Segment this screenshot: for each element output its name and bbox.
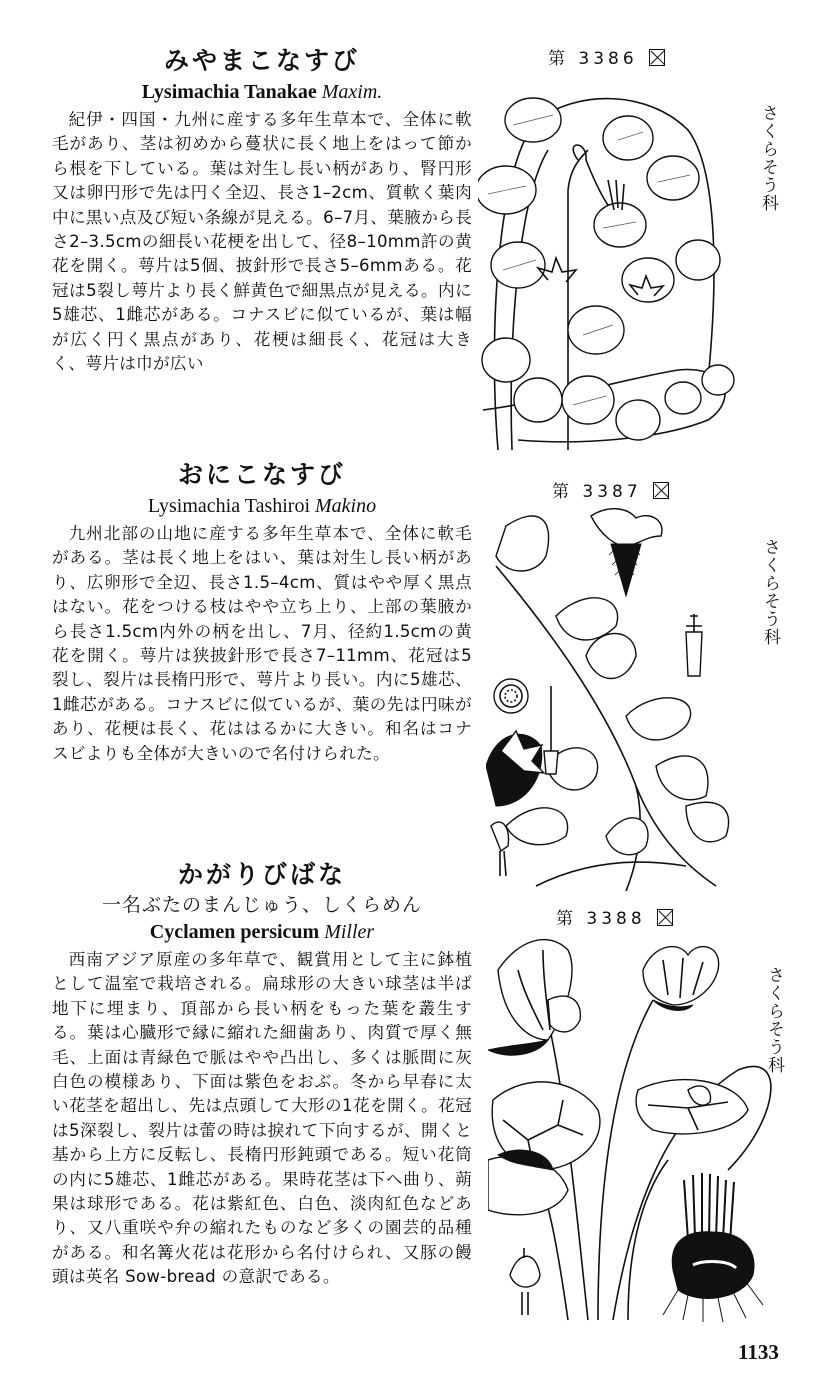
scientific-name — [52, 492, 472, 520]
figure-suffix-icon — [657, 909, 673, 926]
entry-description: 紀伊・四国・九州に産する多年生草本で、全体に軟毛があり、茎は初めから蔓状に長く地上をはって節から根を下している。葉は対生し長い柄があり、腎円形又は卵円形で先は円く全辺、長さ1–2cm、質軟く葉肉中に黒い点及び短い条線が見える。6–7月、葉腋から長さ2–3.5cmの細長い花梗を出して、径8–10mm許の黄花を開く。萼片は5個、披針形で長さ5–6mmある。花冠は5裂し萼片より長く鮮黄色で細黒点が見える。内に5雄芯、1雌芯がある。コナスビに似ているが、葉は幅が広く円く黒点があり、花梗は細長く、花冠は大きく、萼片は巾が広い — [52, 110, 472, 374]
illustration-cyclamen-persicum — [488, 930, 778, 1330]
genus-species: Cyclamen persicum — [149, 921, 320, 943]
genus-species: Lysimachia Tashiroi — [147, 495, 310, 517]
entry-onikonasubi — [52, 458, 472, 766]
figure-number: 3388 — [586, 909, 646, 929]
illustration-lysimachia-tanakae — [478, 80, 748, 455]
figure-suffix-icon — [649, 49, 665, 66]
entry-description: 九州北部の山地に産する多年生草本で、全体に軟毛がある。茎は長く地上をはい、葉は対生し長い柄があり、広卵形で全辺、長さ1.5–4cm、質はやや厚く黒点はない。花をつける枝はやや立ち上り、上部の葉腋から長さ1.5cm内外の柄を出し、7月、径約1.5cmの黄花を開く。萼片は狭披針形で長さ7–11mm、花冠は5裂し、裂片は長楕円形で、萼片より長い。内に5雄芯、1雌芯がある。コナスビに似ているが、葉の先は円味があり、花梗は長く、花ははるかに大きい。和名はコナスビよりも全体が大きいので名付けられた。 — [52, 524, 472, 763]
figure-label-3387 — [552, 477, 669, 502]
figure-prefix: 第 — [548, 49, 569, 69]
alternate-names: 一名ぶたのまんじゅう、しくらめん — [101, 894, 422, 916]
family-label: さくらそう科 — [758, 104, 778, 212]
entry-title: かがりびばな — [177, 860, 346, 889]
entry-title: みやまこなすび — [163, 46, 360, 75]
figure-number: 3386 — [578, 49, 638, 69]
figure-number: 3387 — [582, 482, 642, 502]
entry-miyamakonasubi — [52, 44, 472, 376]
figure-label-3386 — [548, 44, 665, 69]
genus-species: Lysimachia Tanakae — [141, 81, 317, 103]
figure-prefix: 第 — [556, 909, 577, 929]
figure-prefix: 第 — [552, 482, 573, 502]
figure-suffix-icon — [653, 482, 669, 499]
illustration-lysimachia-tashiroi — [486, 506, 750, 896]
entry-description: 西南アジア原産の多年草で、観賞用として主に鉢植として温室で栽培される。扁球形の大きい球茎は半ば地下に埋まり、頂部から長い柄をもった葉を叢生する。葉は心臓形で縁に縮れた細歯あり、肉質で厚く無毛、上面は青緑色で脈はやや凸出し、多くは脈間に灰白色の模様あり、下面は紫色をおぶ。冬から早春に太い花茎を超出し、先は点頭して大形の1花を開く。花冠は5深裂し、裂片は蕾の時は捩れて下向するが、開くと基から上方に反転し、長楕円形鈍頭である。短い花筒の内に5雄芯、1雌芯がある。果時花茎は下へ曲り、蒴果は球形である。花は紫紅色、白色、淡肉紅色などあり、又八重咲や弁の縮れたものなど多くの園芸的品種がある。和名篝火花は花形から名付けられ、又豚の饅頭は英名 Sow-bread の意訳である。 — [52, 950, 472, 1287]
scientific-name — [52, 78, 472, 106]
scientific-name — [52, 918, 472, 946]
author: Makino — [315, 495, 377, 517]
hairy-stem-flower-icon — [486, 506, 750, 896]
family-label: さくらそう科 — [764, 966, 784, 1074]
entry-title: おにこなすび — [177, 460, 346, 489]
author: Miller — [324, 921, 375, 943]
cyclamen-icon — [488, 930, 778, 1330]
entry-kagaribibana — [52, 858, 472, 1290]
page-number: 1133 — [738, 1340, 779, 1364]
creeping-vine-icon — [478, 80, 748, 455]
author: Maxim. — [321, 81, 383, 103]
family-label: さくらそう科 — [760, 538, 780, 646]
figure-label-3388 — [556, 904, 673, 929]
